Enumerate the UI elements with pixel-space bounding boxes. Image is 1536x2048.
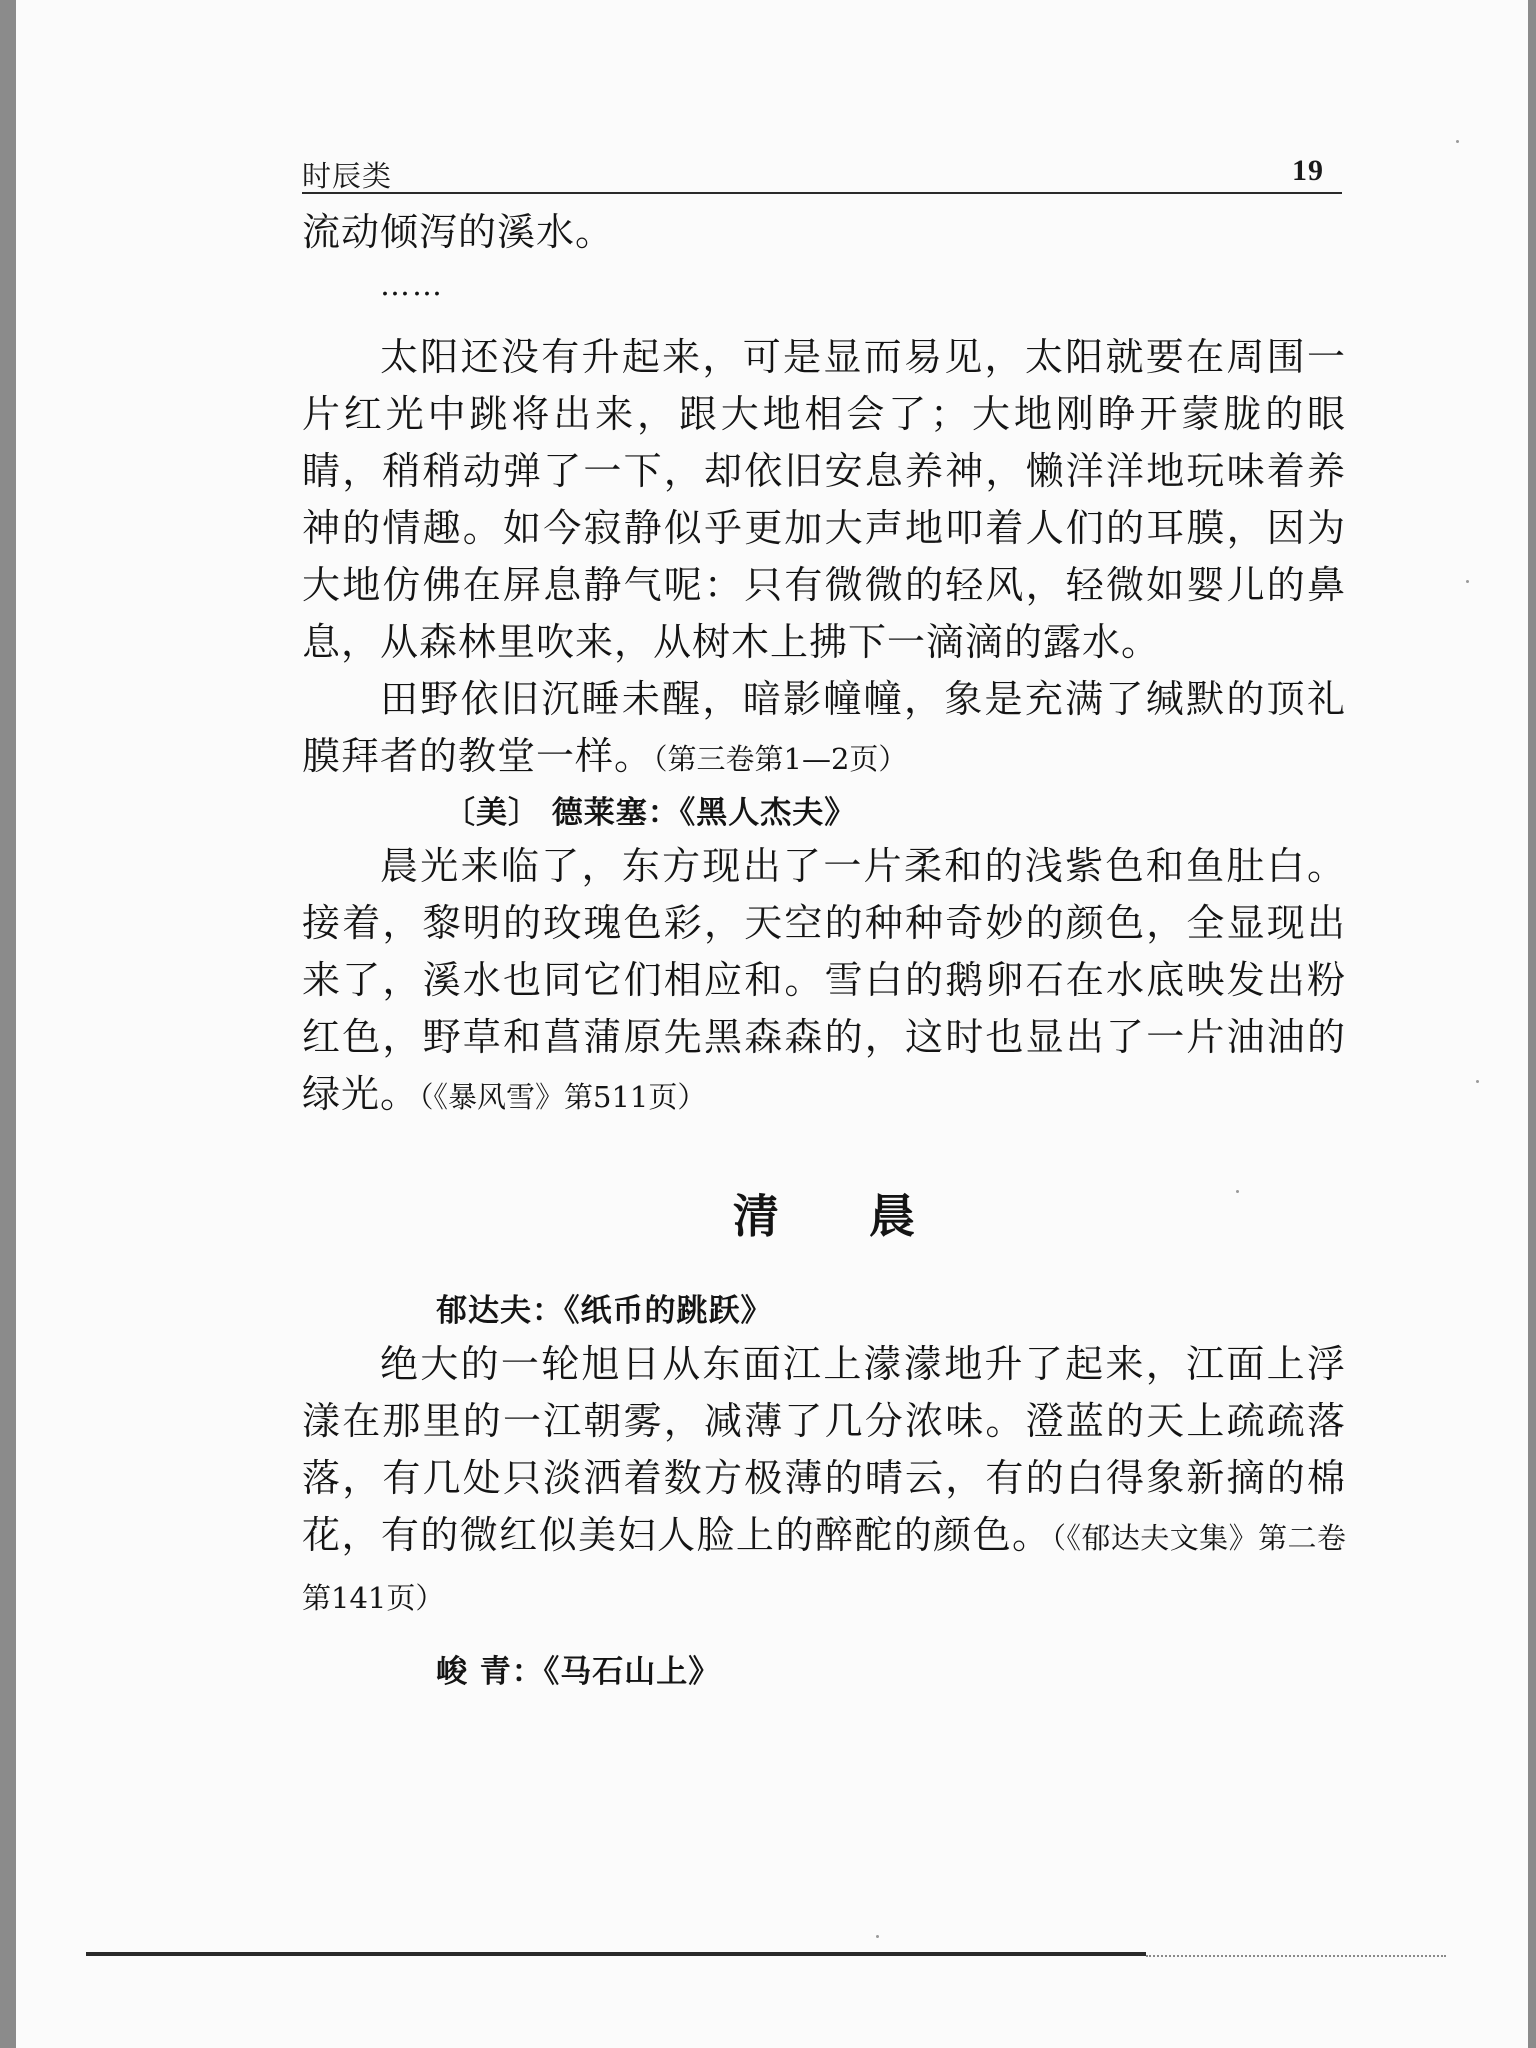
paragraph-fields bbox=[302, 671, 1346, 788]
page-number: 19 bbox=[1292, 154, 1324, 187]
spacer bbox=[302, 1126, 1346, 1186]
scan-speck bbox=[1236, 1190, 1239, 1193]
right-gutter bbox=[1528, 0, 1536, 2048]
paragraph-fields-text: 田野依旧沉睡未醒，暗影幢幢，象是充满了缄默的顶礼膜拜者的教堂一样。 bbox=[302, 677, 1346, 778]
source-attribution: 郁达夫：《纸币的跳跃》 bbox=[436, 1293, 773, 1329]
paragraph-sunrise: 太阳还没有升起来，可是显而易见，太阳就要在周围一片红光中跳将出来，跟大地相会了；大地刚睁开蒙胧的眼睛，稍稍动弹了一下，却依旧安息养神，懒洋洋地玩味着养神的情趣。如今寂静似乎更加大声地叩着人们的耳膜，因为大地仿佛在屏息静气呢：只有微微的轻风，轻微如婴儿的鼻息，从森林里吹来，从树木上拂下一滴滴的露水。 bbox=[302, 335, 1346, 664]
page-content bbox=[302, 140, 1346, 1697]
paragraph-dawn bbox=[302, 838, 1346, 1126]
scan-speck bbox=[876, 1935, 879, 1938]
source-attribution: 峻 青：《马石山上》 bbox=[436, 1654, 721, 1690]
paragraph-morning bbox=[302, 1336, 1346, 1627]
bottom-rule bbox=[86, 1952, 1146, 1956]
running-title: 时辰类 bbox=[302, 159, 393, 193]
paragraph-continuation: 流动倾泻的溪水。 bbox=[302, 210, 615, 254]
ellipsis-break: …… bbox=[380, 268, 444, 303]
spacer bbox=[302, 311, 1346, 329]
spacer bbox=[302, 1246, 1346, 1286]
scan-speck bbox=[1466, 580, 1469, 583]
scan-speck bbox=[1476, 1080, 1479, 1083]
source-attribution: 〔美〕 德莱塞：《黑人杰夫》 bbox=[444, 795, 857, 831]
citation: （《郁达夫文集》第二卷第141页） bbox=[302, 1521, 1346, 1615]
citation: （《暴风雪》第511页） bbox=[419, 1080, 707, 1114]
scanned-page bbox=[16, 0, 1528, 2048]
left-gutter bbox=[0, 0, 16, 2048]
header-rule bbox=[302, 192, 1342, 194]
citation: （第三卷第1—2页） bbox=[653, 742, 908, 776]
scan-speck bbox=[1456, 140, 1459, 143]
paragraph-morning-text: 绝大的一轮旭日从东面江上濛濛地升了起来，江面上浮漾在那里的一江朝雾，减薄了几分浓味。澄蓝的天上疏疏落落，有几处只淡洒着数方极薄的晴云，有的白得象新摘的棉花，有的微红似美妇人脸上的醉酡的颜色。 bbox=[302, 1342, 1346, 1557]
running-head bbox=[302, 140, 1346, 192]
bottom-rule-tail bbox=[1146, 1955, 1446, 1957]
section-title: 清晨 bbox=[733, 1189, 1005, 1243]
paragraph-dawn-text: 晨光来临了，东方现出了一片柔和的浅紫色和鱼肚白。接着，黎明的玫瑰色彩，天空的种种奇妙的颜色，全显现出来了，溪水也同它们相应和。雪白的鹅卵石在水底映发出粉红色，野草和菖蒲原先黑森森的，这时也显出了一片油油的绿光。 bbox=[302, 844, 1346, 1116]
spacer bbox=[302, 1627, 1346, 1647]
